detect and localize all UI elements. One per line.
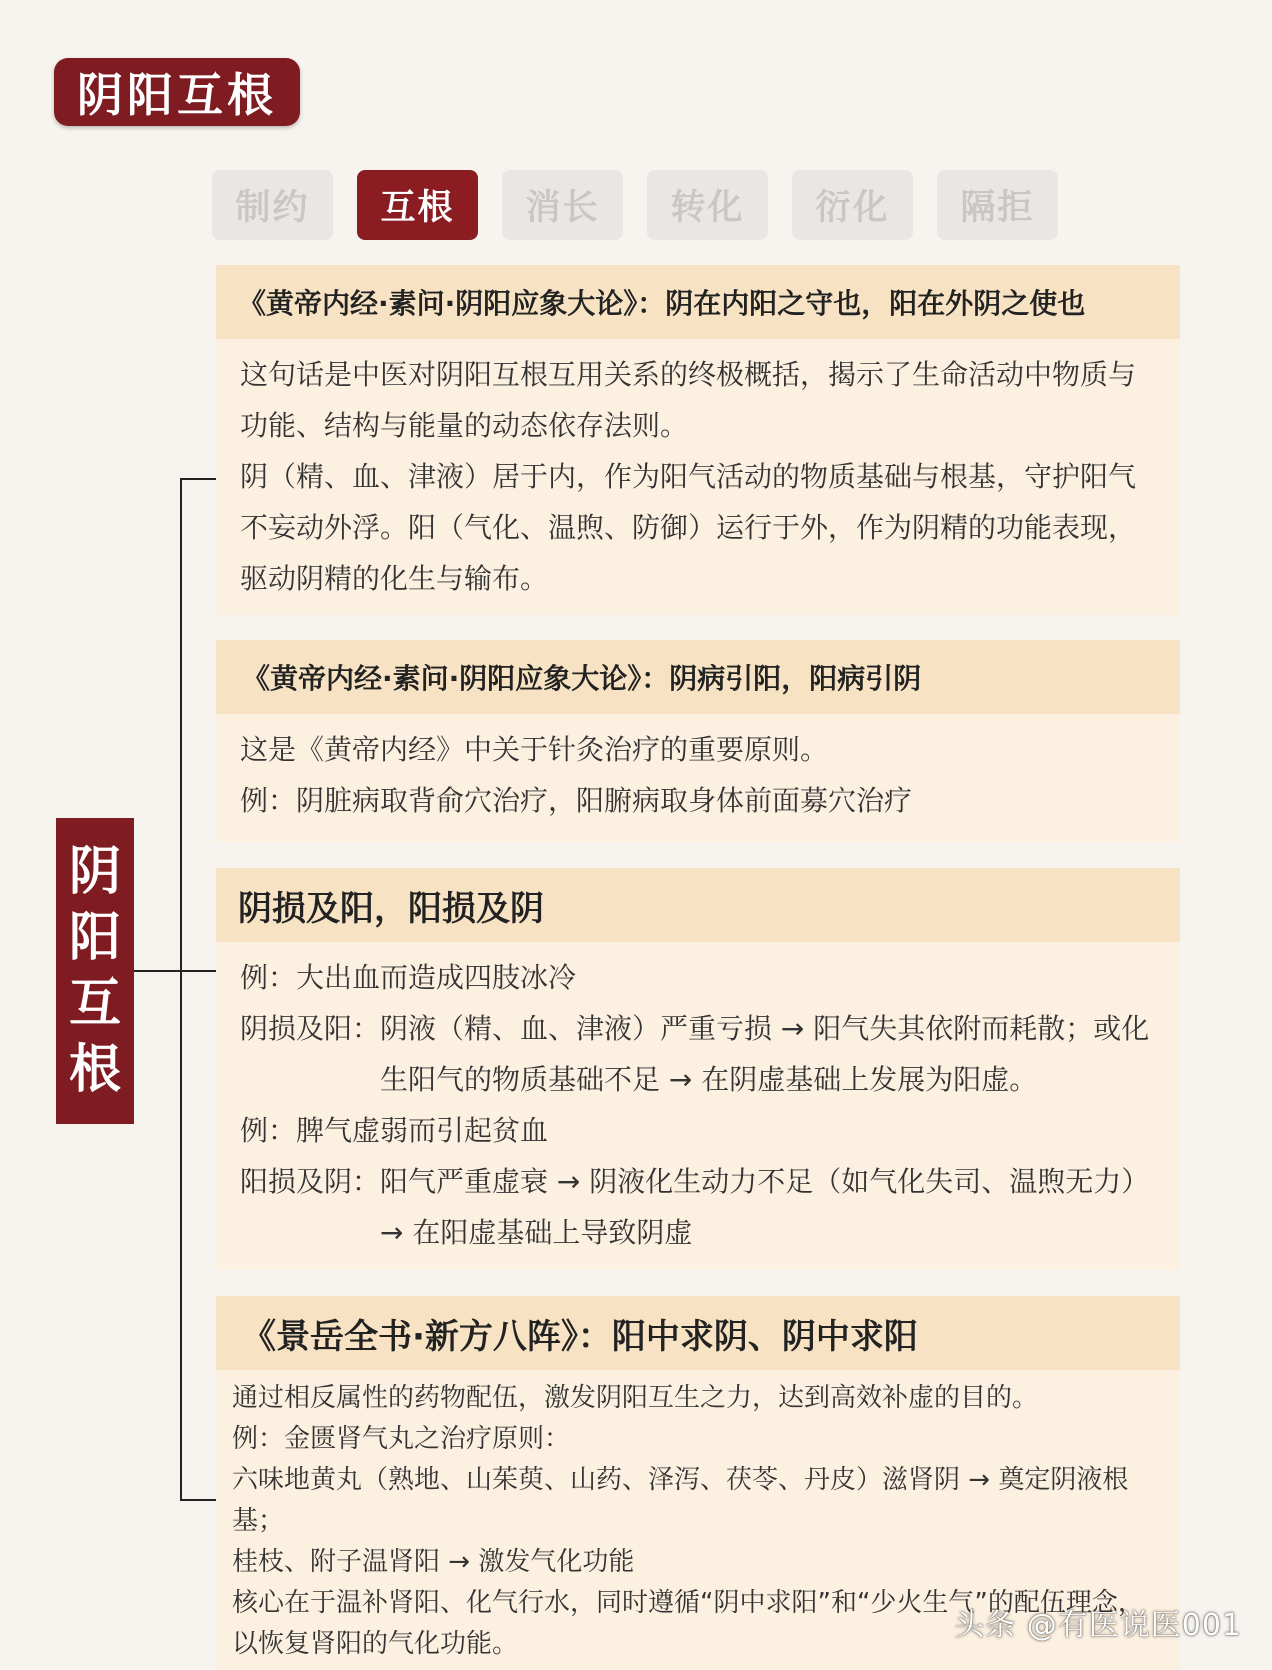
side-label: [56, 818, 134, 1124]
card-paragraph: 通过相反属性的药物配伍，激发阴阳互生之力，达到高效补虚的目的。: [232, 1383, 1039, 1413]
card-paragraph: 六味地黄丸（熟地、山茱萸、山药、泽泻、茯苓、丹皮）滋肾阴 → 奠定阴液根基；: [232, 1465, 1129, 1536]
card-row: [240, 1156, 1158, 1258]
section-card: [216, 265, 1180, 615]
tab-zhiyue[interactable]: 制约: [212, 170, 333, 240]
tab-zhuanhua[interactable]: 转化: [647, 170, 768, 240]
card-heading: 《景岳全书·新方八阵》：阳中求阴、阴中求阳: [216, 1296, 1180, 1370]
card-paragraph: 这是《黄帝内经》中关于针灸治疗的重要原则。: [240, 733, 829, 766]
card-heading: 阴损及阳，阳损及阴: [216, 868, 1180, 942]
tab-hugen[interactable]: 互根: [357, 170, 478, 240]
row-label: 阴损及阳：: [240, 1012, 381, 1045]
side-label-char: 根: [68, 1040, 121, 1100]
row-label: 阳损及阴：: [240, 1165, 381, 1198]
card-example: 例：大出血而造成四肢冰冷: [240, 961, 577, 994]
row-text: 阴液（精、血、津液）严重亏损 → 阳气失其依附而耗散；或化生阳气的物质基础不足 → 在阴虚基础上发展为阳虚。: [380, 1012, 1150, 1096]
card-body: [216, 942, 1180, 1258]
card-paragraph: 阴（精、血、津液）居于内，作为阳气活动的物质基础与根基，守护阳气不妄动外浮。阳（气化、温煦、防御）运行于外，作为阴精的功能表现，驱动阴精的化生与输布。: [240, 460, 1137, 595]
card-heading: 《黄帝内经·素问·阴阳应象大论》：阴病引阳，阳病引阴: [216, 640, 1180, 714]
side-label-char: 阴: [68, 842, 121, 902]
side-label-char: 阳: [68, 908, 121, 968]
card-paragraph: 例：金匮肾气丸之治疗原则：: [232, 1424, 571, 1454]
tab-yanhua[interactable]: 衍化: [792, 170, 913, 240]
card-example: 例：脾气虚弱而引起贫血: [240, 1114, 549, 1147]
bracket-line: [180, 478, 182, 1500]
card-heading: 《黄帝内经·素问·阴阳应象大论》：阴在内阳之守也，阳在外阴之使也: [216, 265, 1180, 339]
row-text: 阳气严重虚衰 → 阴液化生动力不足（如气化失司、温煦无力）→ 在阳虚基础上导致阴虚: [380, 1165, 1150, 1249]
card-paragraph: 核心在于温补肾阳、化气行水，同时遵循“阴中求阳”和“少火生气”的配伍理念，以恢复肾阳的气化功能。: [232, 1588, 1144, 1659]
card-row: [240, 1003, 1158, 1105]
bracket-branch: [134, 970, 216, 972]
watermark: 头条 @有医说医001: [954, 1608, 1242, 1643]
card-body: [216, 714, 1180, 826]
tab-xiaozhang[interactable]: 消长: [502, 170, 623, 240]
card-paragraph: 桂枝、附子温肾阳 → 激发气化功能: [232, 1547, 635, 1577]
topic-tabs: [212, 170, 1058, 240]
tab-geju[interactable]: 隔拒: [937, 170, 1058, 240]
page-title: 阴阳互根: [54, 58, 300, 126]
section-card: [216, 868, 1180, 1270]
side-label-char: 互: [68, 974, 121, 1034]
card-paragraph: 这句话是中医对阴阳互根互用关系的终极概括，揭示了生命活动中物质与功能、结构与能量的动态依存法则。: [240, 358, 1137, 442]
card-body: [216, 339, 1180, 604]
card-paragraph: 例：阴脏病取背俞穴治疗，阳腑病取身体前面募穴治疗: [240, 784, 913, 817]
section-card: [216, 640, 1180, 842]
bracket-branch: [180, 1499, 216, 1501]
bracket-branch: [180, 478, 216, 480]
